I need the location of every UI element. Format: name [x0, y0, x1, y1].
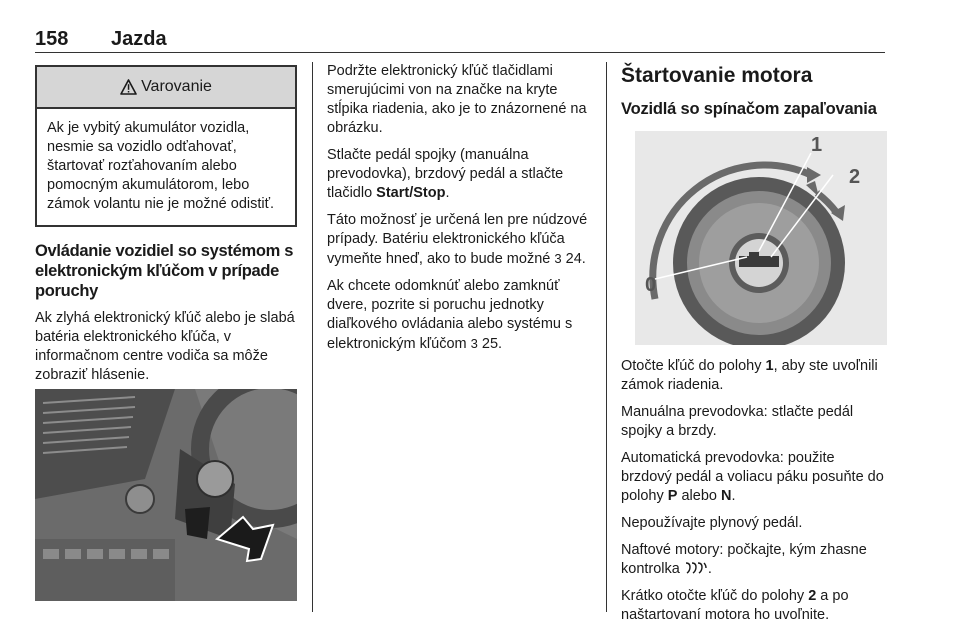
gear-p: P [667, 488, 678, 504]
text: Otočte kľúč do polohy [621, 358, 766, 374]
page-header [35, 26, 885, 52]
header-rule [35, 52, 885, 53]
warning-title: Varovanie [141, 78, 212, 95]
ignition-switch-figure [621, 131, 887, 345]
position-number: 1 [765, 358, 774, 374]
paragraph: Manuálna prevodovka: stlačte pedál spojky a brzdy. [621, 404, 854, 439]
text: . [707, 561, 712, 577]
text: Stlačte pedál spojky (manuálna prevodovka), brzdový pedál a stlačte tlačidlo [327, 147, 564, 201]
warning-text: Ak je vybitý akumulátor vozidla, nesmie sa vozidlo odťahovať, štartovať rozťahovaním alebo pomocným akumulátorom, lebo zámok volantu nie je možné odistiť. [47, 120, 275, 212]
gear-n: N [720, 488, 732, 504]
warning-header [37, 67, 295, 109]
text: Krátko otočte kľúč do polohy [621, 588, 809, 604]
paragraph [621, 449, 887, 506]
section-heading: Ovládanie vozidiel so systémom s elektronickým kľúčom v prípade poruchy [35, 242, 294, 300]
page-reference[interactable]: 24 [565, 251, 582, 267]
page-number: 158 [35, 28, 69, 50]
text: a po naštartovaní motora ho uvoľnite. [621, 588, 849, 623]
text: Táto možnosť je určená len pre núdzové prípady. Batériu elektronického kľúča vymeňte hneď, ako to bude možné [327, 212, 588, 267]
paragraph [327, 211, 591, 269]
page-reference-arrow: 3 [470, 336, 478, 351]
warning-triangle-icon [120, 79, 137, 95]
text: , aby ste uvoľnili zámok riadenia. [621, 358, 878, 393]
column-divider [312, 62, 313, 612]
column-divider [606, 62, 607, 612]
paragraph [327, 146, 591, 203]
paragraph [327, 277, 591, 354]
paragraph [621, 541, 887, 579]
ignition-switch-illustration [621, 131, 887, 345]
position-2-label: 2 [849, 166, 861, 188]
column-middle [327, 62, 591, 362]
glow-plug-icon [684, 561, 708, 575]
subsection-heading: Vozidlá so spínačom zapaľovania [621, 100, 877, 118]
text: . [731, 488, 736, 504]
steering-column-key-figure [35, 389, 297, 601]
page-reference[interactable]: 25 [481, 336, 499, 352]
start-stop-label: Start/Stop [376, 185, 446, 201]
paragraph [621, 357, 887, 395]
text: . [445, 185, 450, 201]
section-name: Jazda [111, 28, 167, 50]
paragraph [621, 587, 887, 625]
warning-box [35, 65, 297, 227]
dashboard-illustration [35, 389, 297, 601]
paragraph: Podržte elektronický kľúč tlačidlami smerujúcimi von na značke na kryte stĺpika riadenia, ako je to znázornené na obrázku. [327, 63, 587, 136]
chapter-heading: Štartovanie motora [621, 64, 813, 87]
paragraph: Ak zlyhá elektronický kľúč alebo je slabá batéria elektronického kľúča, v informačnom centre vodiča sa môže zobraziť hlásenie. [35, 310, 295, 383]
text: . [498, 336, 503, 352]
text: Naftové motory: počkajte, kým zhasne kontrolka [621, 542, 867, 577]
column-right [621, 62, 887, 633]
page-reference-arrow: 3 [554, 251, 562, 266]
text: Automatická prevodovka: použite brzdový pedál a voliacu páku posuňte do polohy [621, 450, 884, 504]
position-1-label: 1 [811, 134, 823, 156]
position-number: 2 [808, 588, 817, 604]
text: alebo [677, 488, 721, 504]
text: Ak chcete odomknúť alebo zamknúť dvere, pozrite si poruchu jednotky diaľkového ovládania alebo systému s elektronickým kľúčom [327, 278, 573, 352]
position-0-label: 0 [645, 274, 657, 296]
column-left [35, 62, 297, 393]
text: . [581, 251, 586, 267]
paragraph: Nepoužívajte plynový pedál. [621, 515, 803, 531]
